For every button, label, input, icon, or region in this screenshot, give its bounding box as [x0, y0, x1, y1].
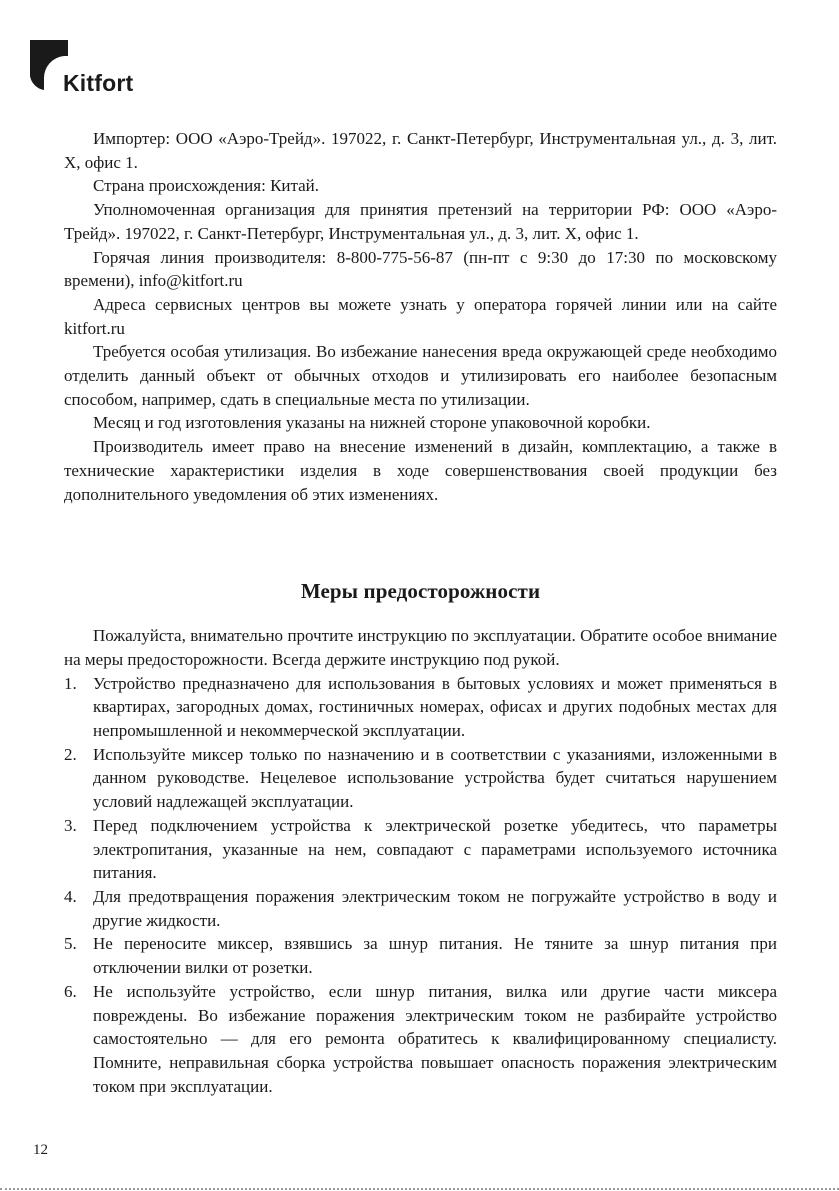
importer-paragraph: Импортер: ООО «Аэро-Трейд». 197022, г. Санкт-Петербург, Инструментальная ул., д. 3, лит. Х, офис 1.	[64, 129, 777, 172]
bottom-divider	[0, 1188, 839, 1190]
list-item-number: 2.	[64, 744, 77, 764]
disposal-paragraph: Требуется особая утилизация. Во избежание нанесения вреда окружающей среде необходимо отделить данный объект от обычных отходов и утилизировать его наиболее безопасным способом, например, сдать в специальные места по утилизации.	[64, 342, 777, 409]
list-item-number: 1.	[64, 673, 77, 693]
section-lead-paragraph: Пожалуйста, внимательно прочтите инструкцию по эксплуатации. Обратите особое внимание на меры предосторожности. Всегда держите инструкцию под рукой.	[64, 626, 777, 669]
list-item-number: 6.	[64, 981, 77, 1001]
list-item-text: Не используйте устройство, если шнур питания, вилка или другие части миксера повреждены. Во избежание поражения электрическим током не разбирайте устройство самостоятельно — для его ремонта обратитесь к квалифицированному специалисту. Помните, неправильная сборка устройства повышает опасность поражения электрическим током при эксплуатации.	[93, 981, 777, 1096]
origin-paragraph: Страна происхождения: Китай.	[93, 176, 320, 196]
brand-name: Kitfort	[63, 70, 134, 96]
list-item-number: 5.	[64, 934, 77, 954]
list-item-number: 4.	[64, 886, 77, 906]
list-item-text: Используйте миксер только по назначению и в соответствии с указаниями, изложенными в данном руководстве. Нецелевое использование устройства будет считаться нарушением условий надлежащей эксплуатации.	[93, 744, 777, 812]
list-item	[64, 980, 777, 1099]
list-item	[64, 814, 777, 885]
list-item-text: Для предотвращения поражения электрическим током не погружайте устройство в воду и другие жидкости.	[93, 886, 777, 930]
hotline-paragraph: Горячая линия производителя: 8-800-775-56-87 (пн-пт с 9:30 до 17:30 по московскому времени), info@kitfort.ru	[64, 247, 777, 291]
section-title: Меры предосторожности	[300, 579, 541, 604]
claims-organization-paragraph: Уполномоченная организация для принятия претензий на территории РФ: ООО «Аэро-Трейд». 197022, г. Санкт-Петербург, Инструментальная ул., д. 3, лит. Х, офис 1.	[64, 200, 777, 243]
list-item	[64, 672, 777, 743]
list-item	[64, 743, 777, 814]
precautions-list	[64, 672, 777, 1099]
list-item-text: Перед подключением устройства к электрической розетке убедитесь, что параметры электропитания, указанные на нем, совпадают с параметрами используемого источника питания.	[93, 815, 777, 883]
list-item-number: 3.	[64, 815, 77, 835]
list-item-text: Не переносите миксер, взявшись за шнур питания. Не тяните за шнур питания при отключении вилки от розетки.	[93, 934, 777, 978]
kitfort-logo	[30, 40, 170, 100]
page-content	[64, 127, 777, 1098]
page-number: 12	[33, 1142, 48, 1158]
list-item-text: Устройство предназначено для использования в бытовых условиях и может применяться в квартирах, загородных домах, гостиничных номерах, офисах и других подобных местах для непромышленной и некоммерческой эксплуатации.	[93, 673, 777, 741]
manufacture-date-paragraph: Месяц и год изготовления указаны на нижней стороне упаковочной коробки.	[93, 413, 651, 433]
changes-notice-paragraph: Производитель имеет право на внесение изменений в дизайн, комплектацию, а также в технические характеристики изделия в ходе совершенствования своей продукции без дополнительного уведомления об этих изменениях.	[64, 437, 777, 504]
list-item	[64, 885, 777, 932]
list-item	[64, 932, 777, 979]
service-centers-paragraph: Адреса сервисных центров вы можете узнать у оператора горячей линии или на сайте kitfort.ru	[64, 294, 777, 338]
